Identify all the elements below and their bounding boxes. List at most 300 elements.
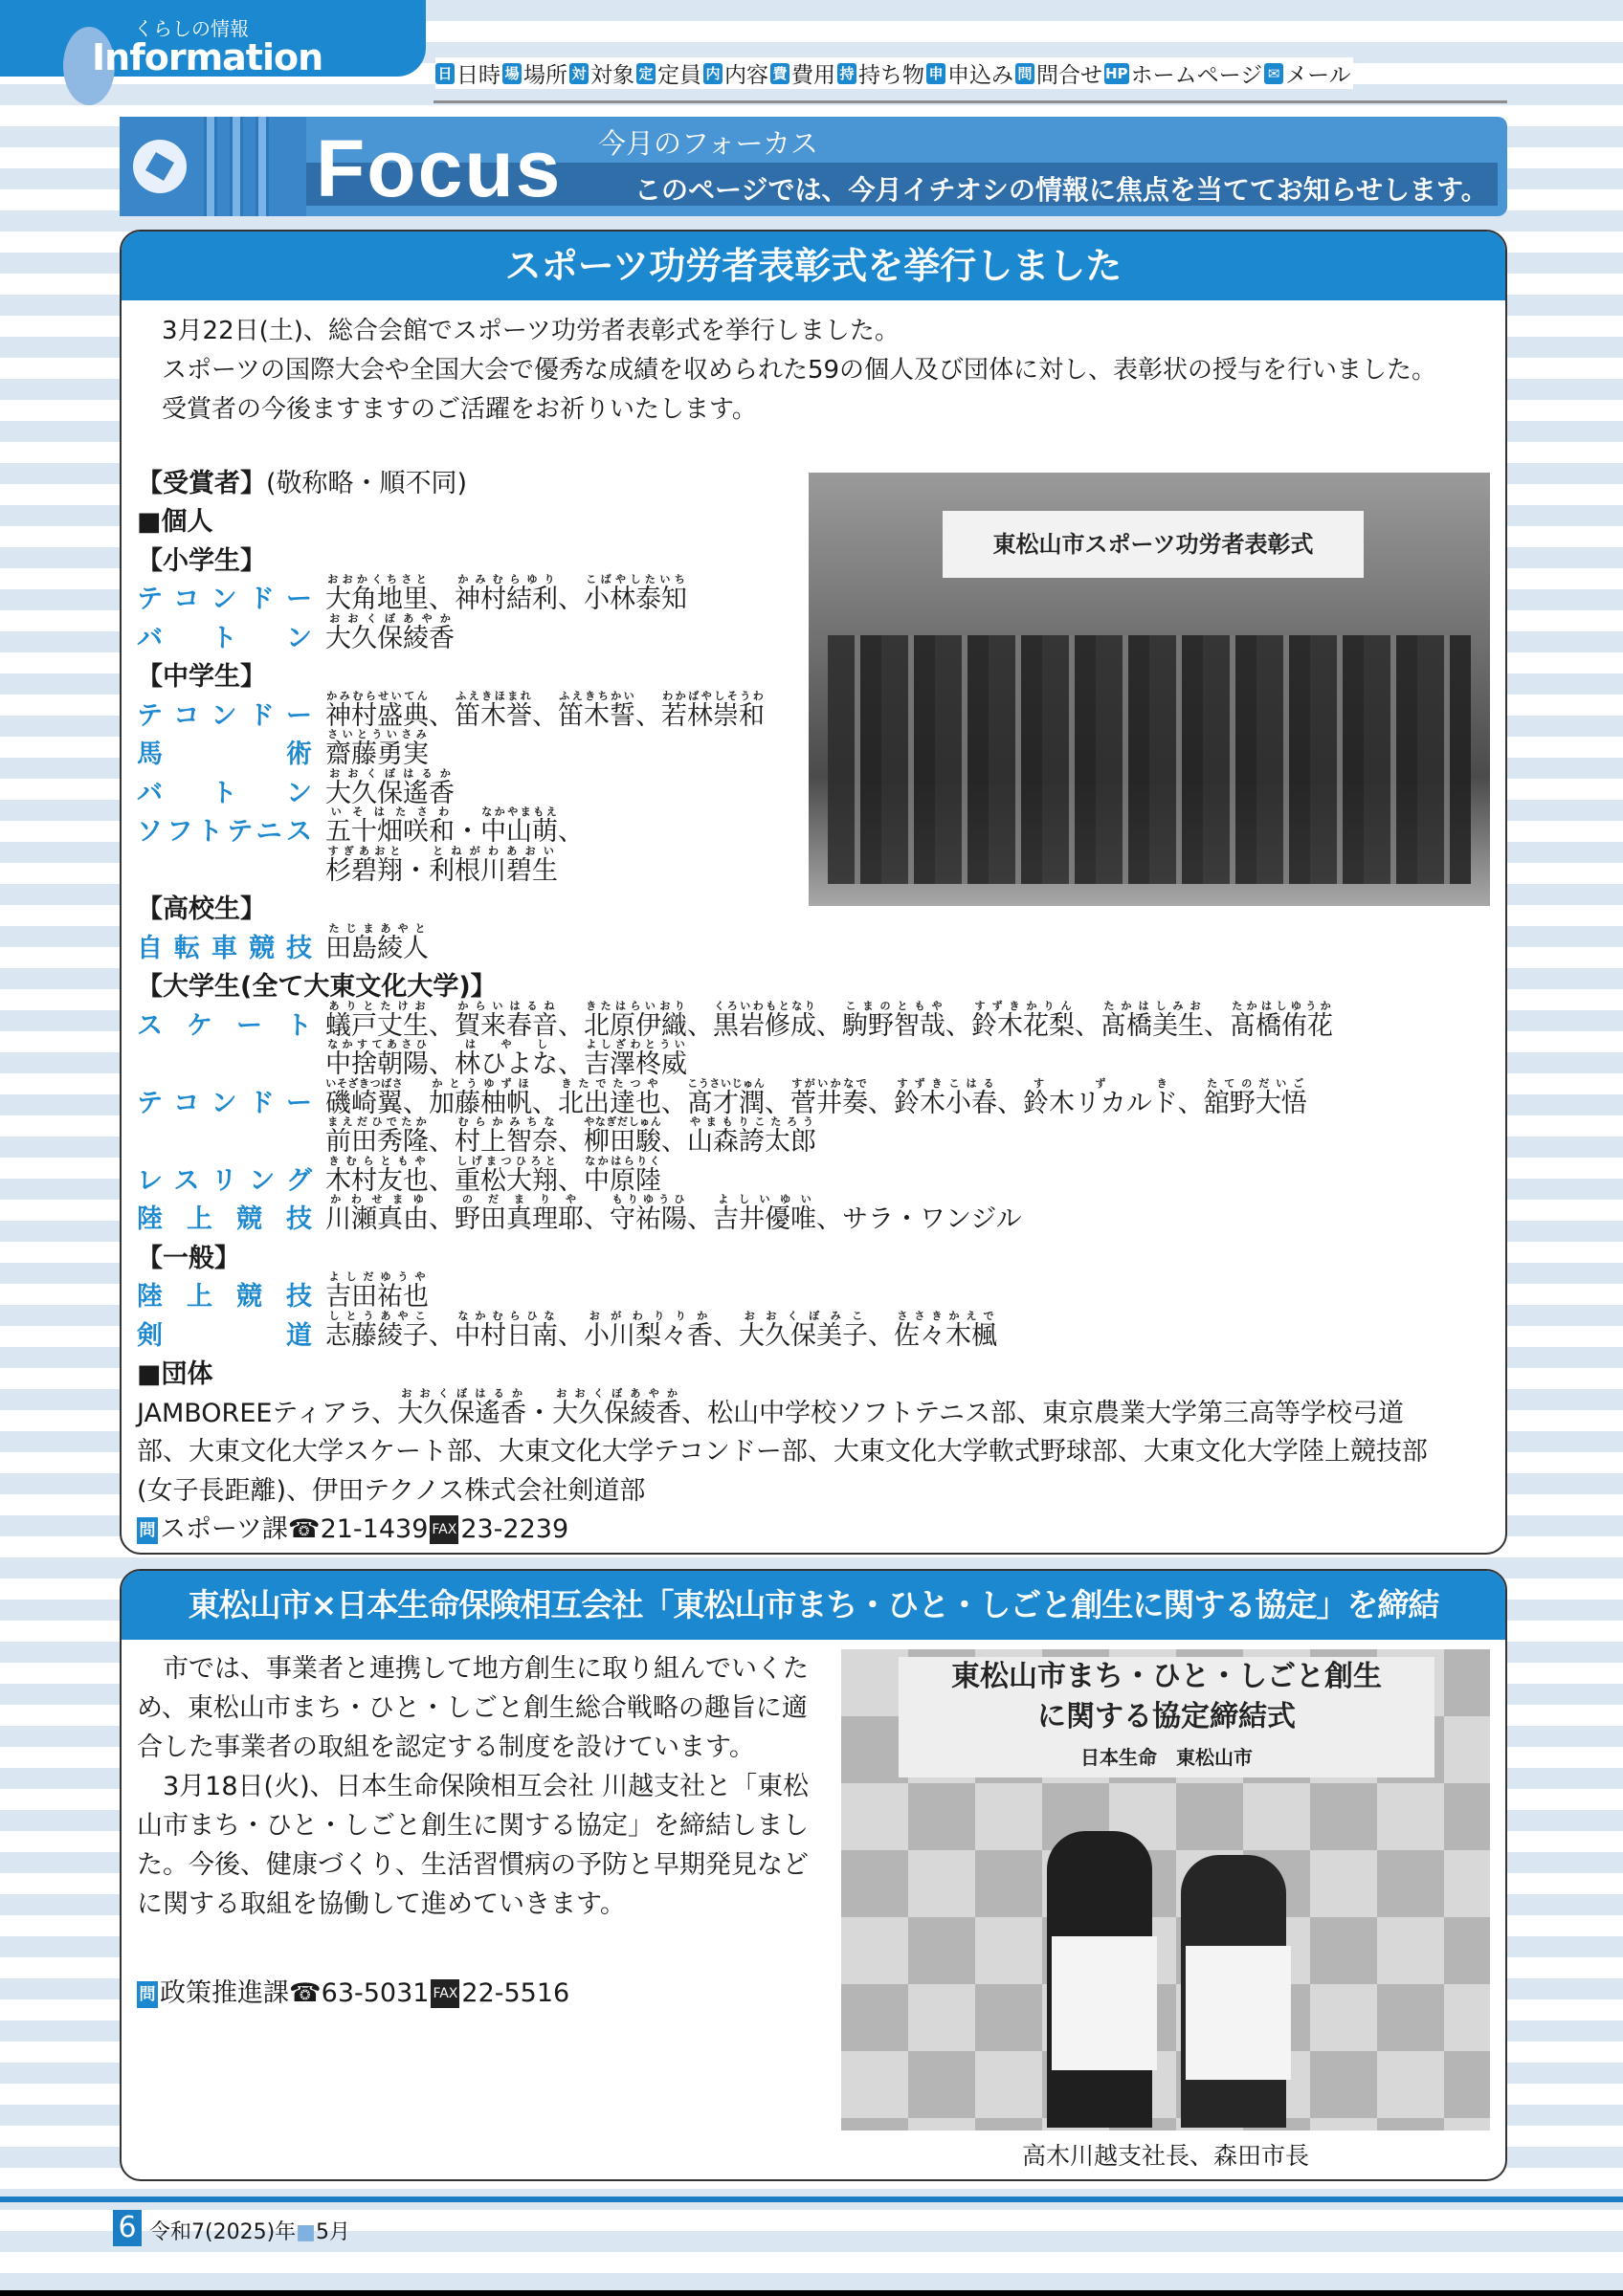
name-reading: やなぎだしゅん bbox=[584, 1115, 661, 1128]
name-list bbox=[325, 1155, 661, 1196]
separator: 、 bbox=[816, 1204, 842, 1234]
name-reading: こまのともや bbox=[842, 999, 945, 1012]
name-kanji: 大久保遙香 bbox=[397, 1398, 527, 1428]
awardee-name bbox=[687, 1076, 765, 1118]
heading: 【小学生】 bbox=[137, 545, 266, 576]
nut-icon bbox=[133, 140, 187, 193]
legend-label: 場所 bbox=[523, 63, 567, 88]
awardee-name bbox=[325, 1193, 429, 1234]
name-reading: なかやまもえ bbox=[480, 806, 558, 818]
name-kanji: 村上智奈 bbox=[455, 1127, 558, 1157]
icon-legend bbox=[435, 57, 1353, 89]
name-kanji: 杉碧翔 bbox=[325, 855, 403, 886]
awardee-name bbox=[325, 1038, 429, 1079]
name-list bbox=[325, 728, 429, 769]
group-line bbox=[137, 1467, 1496, 1506]
logo-city: 東松山市 bbox=[1176, 1746, 1253, 1769]
name-kanji: 重松大翔 bbox=[455, 1165, 558, 1196]
separator: 、 bbox=[661, 1088, 687, 1118]
focus-description: このページでは、今月イチオシの情報に焦点を当ててお知らせします。 bbox=[634, 174, 1488, 206]
name-reading: もりゆうひ bbox=[610, 1193, 687, 1205]
sport-label-cell bbox=[137, 702, 325, 731]
name-reading: からいはるね bbox=[455, 999, 558, 1012]
name-kanji: 志藤綾子 bbox=[325, 1320, 429, 1351]
awardee-name bbox=[480, 806, 558, 847]
awardee-name bbox=[325, 689, 429, 731]
separator: 、 bbox=[584, 1204, 610, 1234]
name-reading: いそざきつばさ bbox=[325, 1076, 403, 1090]
sport-label-cell bbox=[137, 1090, 325, 1118]
sport-label-cell bbox=[137, 740, 325, 769]
awardee-name bbox=[1203, 1076, 1307, 1118]
name-kanji: 大久保綾香 bbox=[325, 623, 455, 653]
name-kanji: 吉田祐也 bbox=[325, 1282, 429, 1312]
name-reading: おおかくちさと bbox=[325, 573, 429, 585]
paragraph: 3月18日(火)、日本生命保険相互会社 川越支社と「東松山市まち・ひと・しごと創生に関する協定」を締結しました。今後、健康づくり、生活習慣病の予防と早期発見などに関する取組を協働して進めていきます。 bbox=[137, 1772, 810, 1919]
name-kanji: 舘野大悟 bbox=[1203, 1088, 1307, 1118]
awardee-name bbox=[1023, 1076, 1178, 1118]
name-list bbox=[325, 612, 455, 653]
separator: 、 bbox=[997, 1088, 1023, 1118]
name-reading: しげまつひろと bbox=[455, 1154, 558, 1167]
legend-label: 申込み bbox=[947, 63, 1013, 88]
logo-nissay: 日本生命 bbox=[1080, 1746, 1157, 1769]
heading: 【中学生】 bbox=[137, 662, 266, 692]
name-reading: ありとたけお bbox=[325, 999, 429, 1012]
name-kanji: 駒野智哉 bbox=[842, 1010, 945, 1041]
awardee-row bbox=[137, 1193, 1496, 1235]
legend-label: 定員 bbox=[657, 63, 701, 88]
awardee-name bbox=[790, 1076, 868, 1118]
separator: ・ bbox=[403, 855, 429, 886]
awardee-name bbox=[325, 766, 455, 808]
name-reading: すぎあおと bbox=[325, 844, 403, 857]
awardee-name bbox=[325, 1115, 429, 1157]
name-reading: のだまりや bbox=[455, 1193, 584, 1205]
name-kanji: 黒岩修成 bbox=[713, 1010, 816, 1041]
photo-banner: 東松山市スポーツ功労者表彰式 bbox=[943, 511, 1364, 578]
name-kanji: 大角地里 bbox=[325, 585, 429, 614]
legend-icon: HP bbox=[1105, 64, 1128, 82]
separator: 、 bbox=[558, 1010, 584, 1041]
separator: 、 bbox=[429, 1049, 455, 1079]
sport-label: レスリング bbox=[137, 1165, 312, 1196]
contact-tel: 21-1439 bbox=[320, 1514, 429, 1544]
fax-icon: FAX bbox=[431, 1979, 459, 2008]
name-kanji: 利根川碧生 bbox=[429, 855, 558, 886]
fax-icon: FAX bbox=[430, 1515, 458, 1544]
sport-label-cell bbox=[137, 1167, 325, 1196]
name-kanji: 加藤柚帆 bbox=[429, 1088, 532, 1118]
legend-icon: 内 bbox=[703, 63, 723, 84]
name-list bbox=[325, 1038, 687, 1079]
name-list bbox=[325, 1310, 997, 1351]
awardee-name bbox=[610, 1193, 687, 1234]
group-of-people bbox=[828, 635, 1471, 884]
name-kanji: 佐々木楓 bbox=[894, 1320, 997, 1351]
stripe-decoration bbox=[204, 117, 217, 216]
name-reading: きむらともや bbox=[325, 1154, 429, 1167]
name-reading: すずき bbox=[1023, 1076, 1178, 1090]
contact-line bbox=[137, 1969, 569, 2008]
name-reading: さいとういさみ bbox=[325, 728, 429, 740]
name-reading: まえだひでたか bbox=[325, 1115, 429, 1128]
awardee-name bbox=[584, 1309, 713, 1351]
contact-line bbox=[137, 1506, 1496, 1545]
awardee-name: 松山中学校ソフトテニス部、東京農業大学第三高等学校弓道 bbox=[707, 1398, 1405, 1428]
name-kanji: 磯崎翼 bbox=[325, 1088, 403, 1118]
heading: ■団体 bbox=[137, 1359, 213, 1389]
sport-label: 陸上競技 bbox=[137, 1204, 312, 1234]
sport-label: テコンドー bbox=[137, 1088, 312, 1118]
separator: 、 bbox=[558, 585, 584, 614]
sport-label: 自転車競技 bbox=[137, 933, 312, 963]
name-reading: かとうゆずほ bbox=[429, 1076, 532, 1090]
name-list bbox=[325, 845, 558, 886]
name-kanji: 前田秀隆 bbox=[325, 1127, 429, 1157]
separator: 、 bbox=[687, 1204, 713, 1234]
name-kanji: 北原伊織 bbox=[584, 1010, 687, 1041]
focus-subtitle: 今月のフォーカス bbox=[598, 127, 818, 160]
separator: 、 bbox=[558, 1127, 584, 1157]
separator: 、 bbox=[816, 1010, 842, 1041]
name-reading: わかばやしそうわ bbox=[661, 689, 765, 702]
awardee-row bbox=[137, 1076, 1496, 1118]
name-reading: きたはらいおり bbox=[584, 999, 687, 1012]
legend-label: 対象 bbox=[590, 63, 634, 88]
name-kanji: 神村結利 bbox=[455, 585, 558, 614]
legend-icon: 申 bbox=[926, 63, 945, 84]
separator: 、 bbox=[1177, 1088, 1204, 1118]
separator: 、 bbox=[687, 1010, 713, 1041]
sport-label: 馬術 bbox=[137, 740, 312, 769]
group-list bbox=[137, 1386, 1496, 1506]
paragraph: 市では、事業者と連携して地方創生に取り組んでいくため、東松山市まち・ひと・しごと創生総合戦略の趣旨に適合した事業者の取組を認定する制度を設けています。 bbox=[137, 1654, 809, 1762]
name-kanji: 髙才潤 bbox=[687, 1088, 765, 1118]
awardee-name bbox=[325, 728, 429, 769]
heading: 【大学生(全て大東文化大学)】 bbox=[137, 972, 497, 1002]
stripe-decoration bbox=[256, 117, 269, 216]
name-list bbox=[325, 767, 455, 808]
awardee-name bbox=[325, 1154, 429, 1196]
sport-label-cell bbox=[137, 625, 325, 653]
name-kanji: 中山萌 bbox=[480, 817, 558, 847]
awardee-name bbox=[558, 689, 635, 731]
awardee-name bbox=[455, 1309, 558, 1351]
name-kanji: 鈴木花梨 bbox=[971, 1010, 1075, 1041]
name-reading: かみむらせいてん bbox=[325, 689, 429, 702]
awardee-name bbox=[894, 1076, 997, 1118]
article-agreement bbox=[120, 1569, 1507, 2181]
name-reading: たかはしみお bbox=[1101, 999, 1204, 1012]
name-reading: ふえきほまれ bbox=[455, 689, 532, 702]
certificate bbox=[1052, 1936, 1157, 2070]
awardee-name: JAMBOREEティアラ、 bbox=[137, 1398, 398, 1428]
legend-label: 日時 bbox=[456, 63, 500, 88]
name-reading: かみむらゆり bbox=[455, 573, 558, 585]
name-list bbox=[325, 1000, 1333, 1041]
separator: 、 bbox=[532, 1088, 558, 1118]
heading: 【受賞者】 bbox=[137, 468, 266, 498]
article-body bbox=[137, 1649, 818, 1924]
focus-banner bbox=[120, 117, 1507, 216]
banner-logos bbox=[899, 1737, 1434, 1777]
awardee-name bbox=[455, 1115, 558, 1157]
name-kanji: 中捨朝陽 bbox=[325, 1049, 429, 1079]
name-kanji: 神村盛典 bbox=[325, 700, 429, 731]
legend-label: 費用 bbox=[791, 63, 835, 88]
name-kanji: 山森誇太郎 bbox=[687, 1127, 816, 1157]
awardee-name bbox=[558, 1076, 661, 1118]
awardee-name bbox=[584, 573, 687, 614]
awardee-name bbox=[1101, 999, 1204, 1041]
phone-icon: ☎ bbox=[287, 1514, 321, 1544]
name-reading: おおくぼはるか bbox=[325, 766, 455, 780]
awardee-name bbox=[325, 806, 455, 847]
paragraph: スポーツの国際大会や全国大会で優秀な成績を収められた59の個人及び団体に対し、表彰状の授与を行いました。 bbox=[137, 356, 1437, 385]
name-list bbox=[325, 573, 687, 614]
category-heading bbox=[137, 1234, 1496, 1273]
name-reading: よしだゆうや bbox=[325, 1270, 429, 1283]
group-line bbox=[137, 1428, 1496, 1468]
photo-caption: 高木川越支社長、森田市長 bbox=[1021, 2142, 1309, 2170]
separator: 、 bbox=[429, 1320, 455, 1351]
separator: 、 bbox=[1075, 1010, 1101, 1041]
legend-icon: 日 bbox=[435, 63, 455, 84]
banner-line: に関する協定締結式 bbox=[1037, 1700, 1296, 1733]
issue-date bbox=[149, 2216, 350, 2245]
awardee-name bbox=[325, 999, 429, 1041]
page-number: 6 bbox=[113, 2210, 142, 2246]
legend-label: 持ち物 bbox=[858, 63, 924, 88]
separator: 、 bbox=[868, 1088, 894, 1118]
name-reading: すがいかなで bbox=[790, 1076, 868, 1090]
phone-icon: ☎ bbox=[289, 1977, 322, 2008]
name-reading: たかはしゆうか bbox=[1230, 999, 1333, 1012]
name-kanji: 髙橋侑花 bbox=[1230, 1010, 1333, 1041]
separator: 、 bbox=[532, 700, 558, 731]
awardee-name bbox=[325, 844, 403, 886]
name-kanji: 野田真理耶 bbox=[455, 1204, 584, 1234]
sport-label: バトン bbox=[137, 778, 312, 808]
bottom-edge bbox=[0, 2290, 1623, 2296]
sport-label: バトン bbox=[137, 623, 312, 653]
issue-month: 5月 bbox=[315, 2220, 350, 2244]
name-list bbox=[325, 1077, 1307, 1118]
name-kanji: 中原陸 bbox=[584, 1165, 661, 1196]
awardee-name bbox=[713, 999, 816, 1041]
legend-icon: 持 bbox=[837, 63, 856, 84]
stripe-decoration bbox=[230, 117, 243, 216]
name-reading: はやし bbox=[455, 1038, 558, 1050]
awardee-name bbox=[1230, 999, 1333, 1041]
awardee-name bbox=[661, 689, 765, 731]
name-reading: おおくぼはるか bbox=[397, 1386, 527, 1400]
heading: ■個人 bbox=[137, 507, 213, 537]
name-reading: よしいゆい bbox=[713, 1193, 816, 1205]
awardee-name bbox=[584, 999, 687, 1041]
legend-icon: ✉ bbox=[1264, 63, 1283, 84]
paragraph: 3月22日(土)、総合会館でスポーツ功労者表彰式を挙行しました。 bbox=[137, 317, 900, 345]
name-reading: なかすてあさひ bbox=[325, 1038, 429, 1050]
awardee-name bbox=[455, 999, 558, 1041]
heading: 【一般】 bbox=[137, 1243, 240, 1273]
sport-label-cell bbox=[137, 1205, 325, 1234]
awardee-name bbox=[584, 1038, 687, 1079]
separator: 、 bbox=[558, 1049, 584, 1079]
sport-label-cell bbox=[137, 818, 325, 847]
awardee-name bbox=[325, 1076, 403, 1118]
awardee-name bbox=[325, 573, 429, 614]
name-kanji: 守祐陽 bbox=[610, 1204, 687, 1234]
separator: ・ bbox=[526, 1398, 553, 1428]
heading: 【高校生】 bbox=[137, 894, 266, 924]
awardee-row bbox=[137, 1309, 1496, 1351]
awardee-name bbox=[552, 1387, 681, 1428]
awardee-row bbox=[137, 1270, 1496, 1313]
name-reading: かわせまゆ bbox=[325, 1193, 429, 1205]
awardee-name bbox=[397, 1387, 526, 1428]
contact-dept: スポーツ課 bbox=[160, 1514, 288, 1544]
awardee-name bbox=[455, 1038, 558, 1079]
sport-label: スケート bbox=[137, 1010, 312, 1041]
name-reading: おおくぼあやか bbox=[552, 1386, 682, 1400]
name-kanji: 木村友也 bbox=[325, 1165, 429, 1196]
awardee-name: 部、大東文化大学スケート部、大東文化大学テコンドー部、大東文化大学軟式野球部、大東文化大学陸上競技部 bbox=[137, 1437, 1428, 1467]
awardee-name bbox=[842, 999, 945, 1041]
name-kanji: 小林泰知 bbox=[584, 585, 687, 614]
separator: 、 bbox=[868, 1320, 894, 1351]
name-kanji: 小川梨々香 bbox=[584, 1320, 713, 1351]
awardee-name: (女子長距離)、伊田テクノス株式会社剣道部 bbox=[137, 1475, 646, 1506]
legend-icon: 定 bbox=[636, 63, 656, 84]
name-kanji: 蟻戸丈生 bbox=[325, 1010, 429, 1041]
legend-label: 問合せ bbox=[1036, 63, 1102, 88]
inquiry-icon: 問 bbox=[137, 1517, 158, 1544]
sport-label: 陸上競技 bbox=[137, 1282, 312, 1312]
awardee-name bbox=[325, 1309, 429, 1351]
sport-label: テコンドー bbox=[137, 585, 312, 614]
name-list bbox=[325, 922, 429, 963]
awardee-name bbox=[325, 921, 429, 963]
awardee-row bbox=[137, 1154, 1496, 1196]
name-kanji: 髙橋美生 bbox=[1101, 1010, 1204, 1041]
category-heading bbox=[137, 1351, 1496, 1390]
separator: 、 bbox=[429, 1010, 455, 1041]
footer-rule bbox=[0, 2197, 1623, 2202]
name-kanji: 笛木誉 bbox=[455, 700, 532, 731]
awardee-name bbox=[455, 573, 558, 614]
name-kanji: 五十畑咲和 bbox=[325, 817, 455, 847]
group-line bbox=[137, 1386, 1496, 1428]
legend-label: 内容 bbox=[724, 63, 768, 88]
name-kanji: 大久保遙香 bbox=[325, 778, 455, 808]
sport-label-cell bbox=[137, 1283, 325, 1312]
separator: 、 bbox=[765, 1088, 790, 1118]
name-reading: やまもりこたろう bbox=[687, 1115, 816, 1128]
name-kanji: 鈴木小春 bbox=[894, 1088, 997, 1118]
separator: 、 bbox=[635, 700, 661, 731]
name-kanji: 賀来春音 bbox=[455, 1010, 558, 1041]
contact-tel: 63-5031 bbox=[321, 1977, 430, 2008]
name-reading: ささきかえで bbox=[894, 1309, 997, 1322]
name-kanji: 菅井奏 bbox=[790, 1088, 868, 1118]
issue-year: 令和7(2025)年 bbox=[149, 2220, 297, 2244]
name-list bbox=[325, 1115, 816, 1157]
category-heading bbox=[137, 963, 1496, 1003]
contact-dept: 政策推進課 bbox=[160, 1977, 289, 2008]
section-title: Information bbox=[92, 36, 323, 78]
name-reading: こうさいじゅん bbox=[687, 1076, 765, 1090]
agreement-signing-photo bbox=[841, 1649, 1490, 2130]
legend-label: メール bbox=[1285, 63, 1351, 88]
name-reading: おおくぼみこ bbox=[739, 1309, 868, 1322]
separator: 、 bbox=[558, 817, 584, 847]
awardee-row bbox=[137, 1038, 1496, 1080]
awardee-row bbox=[137, 1115, 1496, 1158]
certificate bbox=[1186, 1946, 1291, 2080]
name-kanji: 川瀬真由 bbox=[325, 1204, 429, 1234]
awardee-name bbox=[739, 1309, 868, 1351]
sport-label: 剣道 bbox=[137, 1320, 312, 1351]
awardee-name bbox=[325, 611, 455, 653]
name-kanji: 大久保美子 bbox=[739, 1320, 868, 1351]
name-reading: とねがわあおい bbox=[429, 844, 558, 857]
name-kanji: 田島綾人 bbox=[325, 933, 429, 963]
sport-label-cell bbox=[137, 935, 325, 963]
article-sports-awards bbox=[120, 230, 1507, 1555]
legend-icon: 費 bbox=[770, 63, 789, 84]
awardee-name bbox=[713, 1193, 816, 1234]
name-reading: よしざわとうい bbox=[584, 1038, 687, 1050]
legend-icon: 問 bbox=[1015, 63, 1034, 84]
name-reading: すずきこはる bbox=[894, 1076, 997, 1090]
section-subtitle: くらしの情報 bbox=[134, 17, 249, 40]
awardee-row bbox=[137, 999, 1496, 1041]
awardee-name bbox=[455, 1154, 558, 1196]
name-reading: おおくぼあやか bbox=[325, 611, 455, 625]
name-kanji: 齋藤勇実 bbox=[325, 740, 429, 769]
contact-fax: 23-2239 bbox=[460, 1514, 569, 1544]
separator: 、 bbox=[713, 1320, 739, 1351]
note: (敬称略・順不同) bbox=[266, 468, 468, 498]
sport-label: ソフトテニス bbox=[137, 817, 312, 847]
separator: ・ bbox=[455, 817, 480, 847]
separator: 、 bbox=[429, 1165, 455, 1196]
name-kanji: 鈴木リカルド bbox=[1023, 1088, 1178, 1118]
inquiry-icon: 問 bbox=[137, 1981, 158, 2008]
divider bbox=[434, 100, 1507, 103]
name-list bbox=[325, 806, 584, 847]
name-reading: きたでたつや bbox=[558, 1076, 661, 1090]
awardee-name bbox=[584, 1115, 661, 1157]
awardee-name bbox=[687, 1115, 816, 1157]
name-kanji: 吉澤柊威 bbox=[584, 1049, 687, 1079]
name-reading: いそはたさわ bbox=[325, 806, 455, 818]
awardee-name: サラ・ワンジル bbox=[842, 1204, 1022, 1234]
name-reading: たてのだいご bbox=[1203, 1076, 1307, 1090]
square-icon: ■ bbox=[296, 2220, 316, 2244]
nut-hole bbox=[145, 152, 174, 181]
name-reading: こばやしたいち bbox=[584, 573, 687, 585]
name-kanji: 北出達也 bbox=[558, 1088, 661, 1118]
legend-label: ホームページ bbox=[1130, 63, 1263, 88]
name-reading: ふえきちかい bbox=[558, 689, 635, 702]
name-kanji: 林ひよな bbox=[455, 1049, 558, 1079]
focus-word: Focus bbox=[316, 123, 563, 213]
separator: 、 bbox=[945, 1010, 971, 1041]
name-reading: むらかみちな bbox=[455, 1115, 558, 1128]
